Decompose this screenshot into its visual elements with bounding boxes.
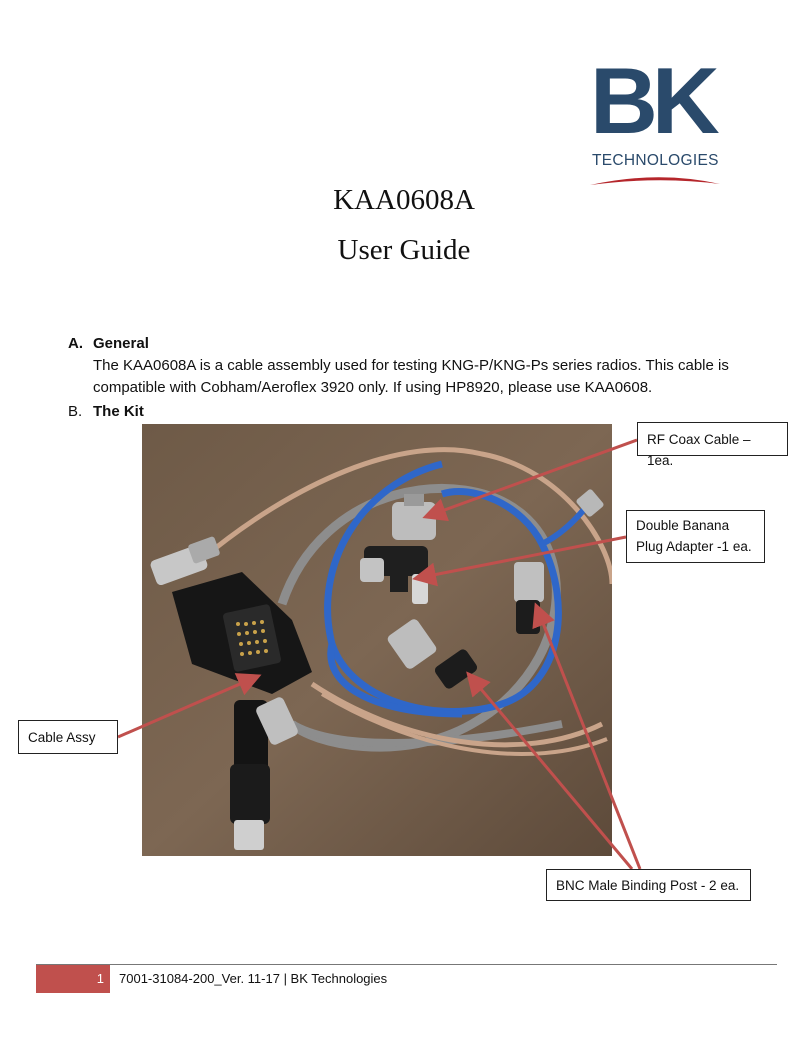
callout-cable-assy	[18, 720, 118, 754]
footer-text: 7001-31084-200_Ver. 11-17 | BK Technologies	[119, 971, 388, 986]
callout-rf-coax-label: RF Coax Cable – 1ea.	[647, 432, 751, 468]
section-a-body: The KAA0608A is a cable assembly used for testing KNG-P/KNG-Ps series radios. This cable is compatible with Cobham/Aeroflex 3920 only. If using HP8920, please use KAA0608.	[93, 357, 729, 396]
document-subtitle: User Guide	[337, 234, 471, 266]
callout-banana-adapter	[626, 510, 765, 563]
callout-banana-line1: Double Banana	[636, 518, 730, 533]
callout-bnc-binding-post	[546, 869, 751, 901]
logo-letters: BK	[590, 48, 714, 153]
section-b-heading: The Kit	[93, 403, 144, 420]
section-a-letter: A.	[68, 335, 83, 352]
callout-bnc-label: BNC Male Binding Post - 2 ea.	[556, 878, 740, 893]
page-number: 1	[36, 965, 110, 993]
callout-cable-assy-label: Cable Assy	[28, 730, 96, 745]
document-title: KAA0608A	[333, 184, 475, 216]
section-b-letter: B.	[68, 403, 83, 420]
callout-rf-coax	[637, 422, 788, 468]
logo-subtitle: TECHNOLOGIES	[592, 152, 719, 169]
section-a-heading: General	[93, 335, 149, 352]
callout-banana-line2: Plug Adapter -1 ea.	[636, 539, 752, 554]
